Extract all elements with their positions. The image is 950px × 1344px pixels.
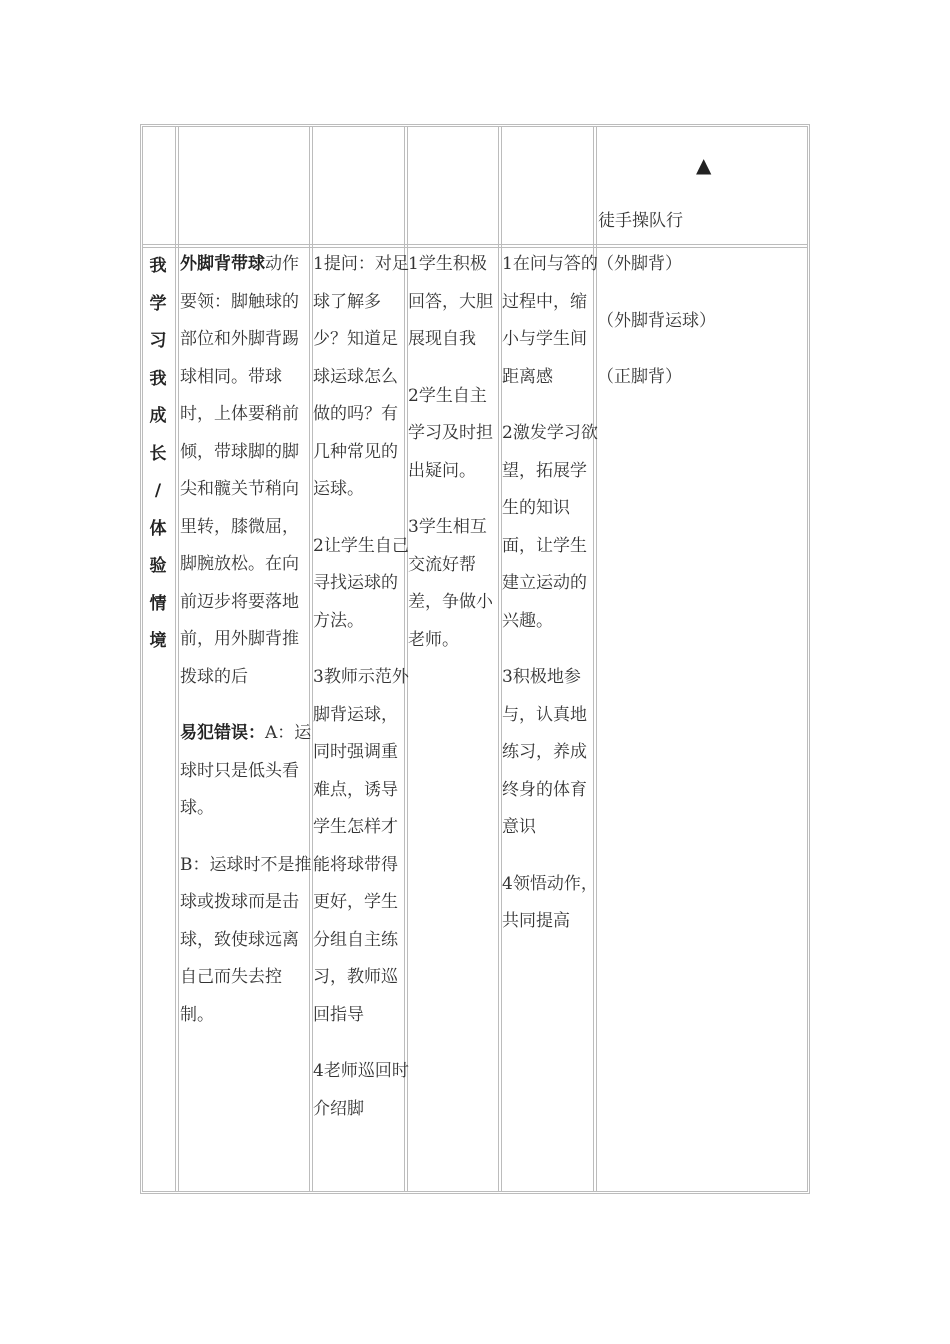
student-activity-column	[408, 246, 503, 678]
section-char: 长	[149, 443, 167, 464]
student-step: 2学生自主学习及时担出疑问。	[408, 385, 493, 481]
lesson-table	[140, 124, 810, 1194]
formation-label: 徒手操队行	[598, 211, 683, 231]
col-divider-1	[175, 127, 179, 1191]
formation-column	[597, 246, 797, 416]
purpose-step: 4领悟动作，共同提高	[502, 873, 598, 931]
teacher-step: 3教师示范外脚背运球，同时强调重难点，诱导学生怎样才能将球带得更好，学生分组自主练习，教师巡回指导	[313, 667, 409, 1025]
skill-description: 动作要领：脚触球的部位和外脚背踢球相同。带球时，上体要稍前倾，带球脚的脚尖和髋关节稍向里转，膝微屈，脚腕放松。在向前迈步将要落地前，用外脚背推拨球的后	[180, 254, 299, 687]
section-char: 情	[149, 593, 167, 614]
formation-item: （正脚背）	[597, 367, 682, 387]
content-column	[180, 246, 314, 1053]
teacher-step: 1提问：对足球了解多少？知道足球运球怎么做的吗？有几种常见的运球。	[313, 254, 409, 499]
student-step: 3学生相互交流好帮差，争做小老师。	[408, 517, 493, 650]
teacher-step: 4老师巡回时介绍脚	[313, 1061, 409, 1119]
action-essentials	[180, 246, 314, 696]
section-char: 体	[149, 518, 167, 539]
section-char: /	[154, 481, 162, 501]
section-char: 我	[149, 368, 167, 389]
section-char: 学	[149, 293, 167, 314]
teacher-activity-column	[313, 246, 409, 1147]
section-title	[145, 248, 171, 661]
common-error-b: B：运球时不是推球或拨球而是击球，致使球远离自己而失去控制。	[180, 854, 312, 1025]
common-error-a	[180, 715, 314, 828]
teacher-step: 2让学生自己寻找运球的方法。	[313, 535, 409, 631]
error-heading: 易犯错误：	[180, 723, 265, 743]
section-char: 习	[149, 331, 167, 351]
formation-item: （外脚背运球）	[597, 310, 716, 331]
section-char: 境	[149, 631, 167, 651]
student-step: 1学生积极回答，大胆展现自我	[408, 254, 493, 349]
section-char: 验	[149, 556, 167, 576]
section-char: 我	[149, 256, 167, 276]
purpose-step: 1在问与答的过程中，缩小与学生间距离感	[502, 254, 598, 387]
formation-item: （外脚背）	[597, 254, 682, 274]
section-char: 成	[149, 406, 167, 426]
skill-name: 外脚背带球	[180, 254, 265, 274]
triangle-marker: ▲	[696, 153, 712, 177]
purpose-column	[502, 246, 598, 960]
error-a-text: A：运球时只是低头看球。	[180, 723, 312, 818]
purpose-step: 3积极地参与，认真地练习，养成终身的体育意识	[502, 667, 587, 837]
purpose-step: 2激发学习欲望，拓展学生的知识面，让学生建立运动的兴趣。	[502, 423, 598, 631]
